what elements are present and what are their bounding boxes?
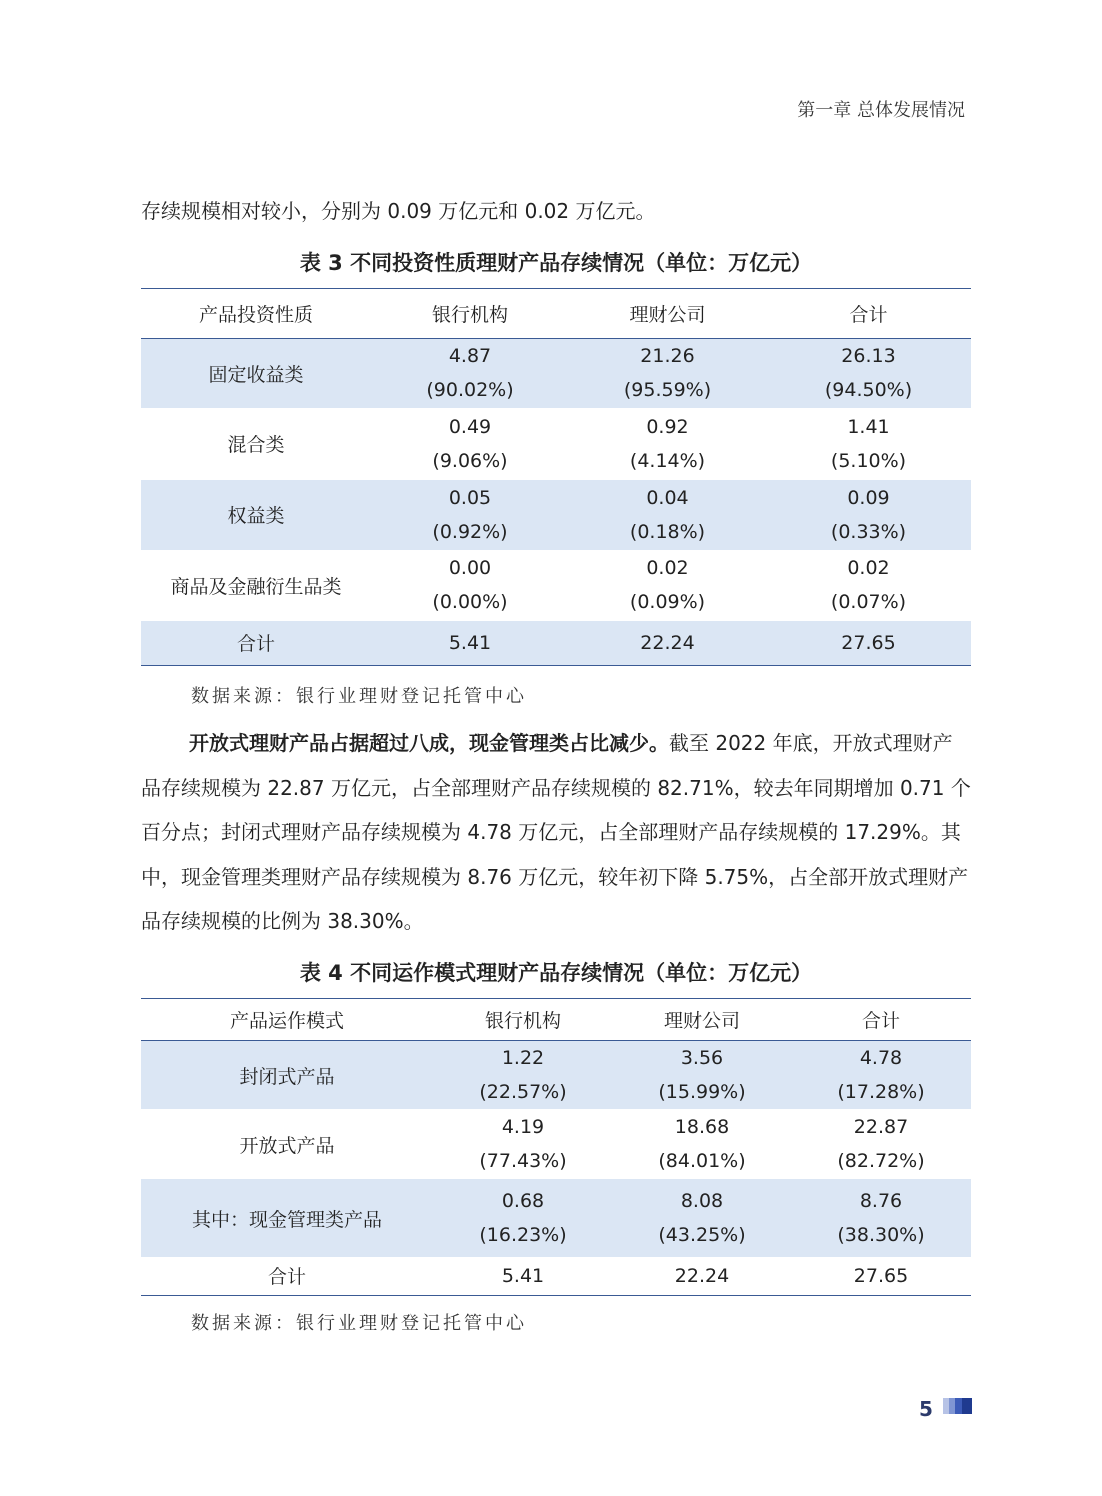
table-cell	[766, 621, 971, 666]
cell-value: 0.04	[646, 486, 689, 509]
table3-header-wmc: 理财公司	[569, 289, 766, 339]
cell-value: 22.87	[853, 1116, 909, 1138]
table-cell	[613, 1179, 791, 1257]
table4-header-total: 合计	[791, 999, 971, 1041]
cell-percent: (82.72%)	[837, 1150, 925, 1172]
cell-value: 0.02	[646, 557, 689, 579]
intro-paragraph: 存续规模相对较小，分别为 0.09 万亿元和 0.02 万亿元。	[141, 199, 656, 223]
table-cell	[569, 408, 766, 480]
cell-percent: (0.33%)	[830, 520, 907, 543]
cell-percent: (90.02%)	[426, 379, 514, 402]
table-row	[141, 621, 971, 666]
cell-value: 0.00	[448, 557, 492, 579]
table-cell	[433, 1041, 613, 1110]
cell-value: 3.56	[680, 1047, 724, 1069]
cell-percent: (0.09%)	[629, 591, 706, 613]
row-label: 封闭式产品	[141, 1041, 433, 1110]
cell-percent: (16.23%)	[479, 1224, 567, 1246]
table4-source: 数据来源：银行业理财登记托管中心	[191, 1313, 527, 1334]
table3-header-bank: 银行机构	[371, 289, 569, 339]
table3-source: 数据来源：银行业理财登记托管中心	[191, 686, 527, 707]
table3-caption: 表 3 不同投资性质理财产品存续情况（单位：万亿元）	[299, 251, 813, 275]
table-row	[141, 1179, 971, 1257]
table4-caption: 表 4 不同运作模式理财产品存续情况（单位：万亿元）	[299, 961, 813, 985]
cell-value: 18.68	[674, 1116, 730, 1138]
cell-percent: (77.43%)	[479, 1150, 567, 1172]
table4-header-mode: 产品运作模式	[141, 999, 433, 1041]
cell-percent: (9.06%)	[432, 449, 508, 472]
table-row	[141, 339, 971, 408]
table-cell	[791, 1109, 971, 1179]
cell-percent: (43.25%)	[658, 1224, 746, 1246]
cell-value: 0.05	[448, 486, 492, 509]
row-label: 其中：现金管理类产品	[141, 1179, 433, 1257]
table4-header-bank: 银行机构	[433, 999, 613, 1041]
table4	[141, 998, 971, 1296]
table4-header-wmc: 理财公司	[613, 999, 791, 1041]
row-label: 商品及金融衍生品类	[170, 575, 342, 598]
cell-percent: (0.07%)	[830, 591, 907, 613]
cell-percent: (84.01%)	[658, 1150, 746, 1172]
body-paragraph	[141, 721, 971, 944]
cell-percent: (22.57%)	[479, 1081, 567, 1103]
row-label: 合计	[141, 1257, 433, 1295]
table3-header-type: 产品投资性质	[141, 289, 371, 339]
table-cell	[371, 480, 569, 550]
table-cell	[569, 339, 766, 408]
cell-value: 4.78	[859, 1047, 903, 1069]
table-cell	[371, 550, 569, 621]
page-decoration	[943, 1398, 972, 1414]
cell-value: 22.24	[674, 1264, 730, 1287]
cell-value: 8.08	[680, 1190, 724, 1212]
chapter-header: 第一章 总体发展情况	[797, 100, 965, 121]
row-label: 权益类	[141, 480, 371, 550]
cell-percent: (15.99%)	[658, 1081, 746, 1103]
cell-value: 4.87	[448, 345, 492, 368]
table-cell	[433, 1109, 613, 1179]
cell-percent: (0.18%)	[629, 520, 706, 543]
cell-value: 0.02	[847, 557, 890, 579]
cell-percent: (38.30%)	[837, 1224, 925, 1246]
deco-bar	[955, 1398, 962, 1414]
table3-header-total: 合计	[766, 289, 971, 339]
cell-percent: (5.10%)	[830, 449, 907, 472]
table-cell	[371, 621, 569, 666]
table-row	[141, 480, 971, 550]
table-cell	[791, 1179, 971, 1257]
row-label: 合计	[141, 621, 371, 666]
cell-value: 0.92	[646, 415, 689, 438]
cell-percent: (95.59%)	[623, 379, 712, 402]
cell-value: 0.49	[448, 415, 492, 438]
cell-value: 0.09	[847, 486, 890, 509]
cell-value: 27.65	[841, 631, 896, 654]
paragraph-body: 截至 2022 年底，开放式理财产品存续规模为 22.87 万亿元，占全部理财产品存续规模的 82.71%，较去年同期增加 0.71 个百分点；封闭式理财产品存续规模为 4.78 万亿元，占全部理财产品存续规模的 17.29%。其中，现金管理类理财产品存续规模为 8.76 万亿元，较年初下降 5.75%，占全部开放式理财产品存续规模的比例为 38.30%。	[141, 731, 971, 933]
row-label: 固定收益类	[141, 339, 371, 408]
table-cell	[613, 1109, 791, 1179]
table-cell	[433, 1257, 613, 1295]
table-row	[141, 1109, 971, 1179]
table-cell	[613, 1041, 791, 1110]
cell-value: 21.26	[640, 345, 695, 368]
cell-value: 0.68	[501, 1190, 545, 1212]
cell-percent: (0.92%)	[432, 520, 508, 543]
table-row	[141, 1041, 971, 1110]
cell-percent: (94.50%)	[824, 379, 913, 402]
table-row	[141, 408, 971, 480]
table-cell	[791, 1257, 971, 1295]
row-label: 混合类	[227, 434, 285, 456]
table-row	[141, 550, 971, 621]
table-cell	[613, 1257, 791, 1295]
cell-percent: (0.00%)	[432, 591, 508, 613]
table-cell	[766, 339, 971, 408]
deco-bar	[962, 1398, 972, 1414]
table-cell	[766, 480, 971, 550]
table3	[141, 288, 971, 666]
page-number: 5	[919, 1397, 933, 1421]
table-cell	[371, 339, 569, 408]
table-cell	[371, 408, 569, 480]
cell-percent: (17.28%)	[837, 1081, 925, 1103]
cell-percent: (4.14%)	[629, 449, 706, 472]
table-cell	[766, 408, 971, 480]
table-cell	[569, 550, 766, 621]
cell-value: 22.24	[640, 631, 695, 654]
table-cell	[569, 621, 766, 666]
cell-value: 5.41	[501, 1264, 545, 1287]
cell-value: 5.41	[448, 631, 492, 654]
table-row	[141, 1257, 971, 1295]
cell-value: 26.13	[841, 345, 896, 368]
row-label: 开放式产品	[239, 1134, 335, 1157]
cell-value: 27.65	[853, 1264, 909, 1287]
cell-value: 1.22	[501, 1047, 545, 1069]
cell-value: 1.41	[847, 415, 890, 438]
paragraph-lead: 开放式理财产品占据超过八成，现金管理类占比减少。	[189, 731, 669, 755]
cell-value: 8.76	[859, 1190, 903, 1212]
table-cell	[791, 1041, 971, 1110]
cell-value: 4.19	[501, 1116, 545, 1138]
table-cell	[569, 480, 766, 550]
table-cell	[433, 1179, 613, 1257]
table-cell	[766, 550, 971, 621]
